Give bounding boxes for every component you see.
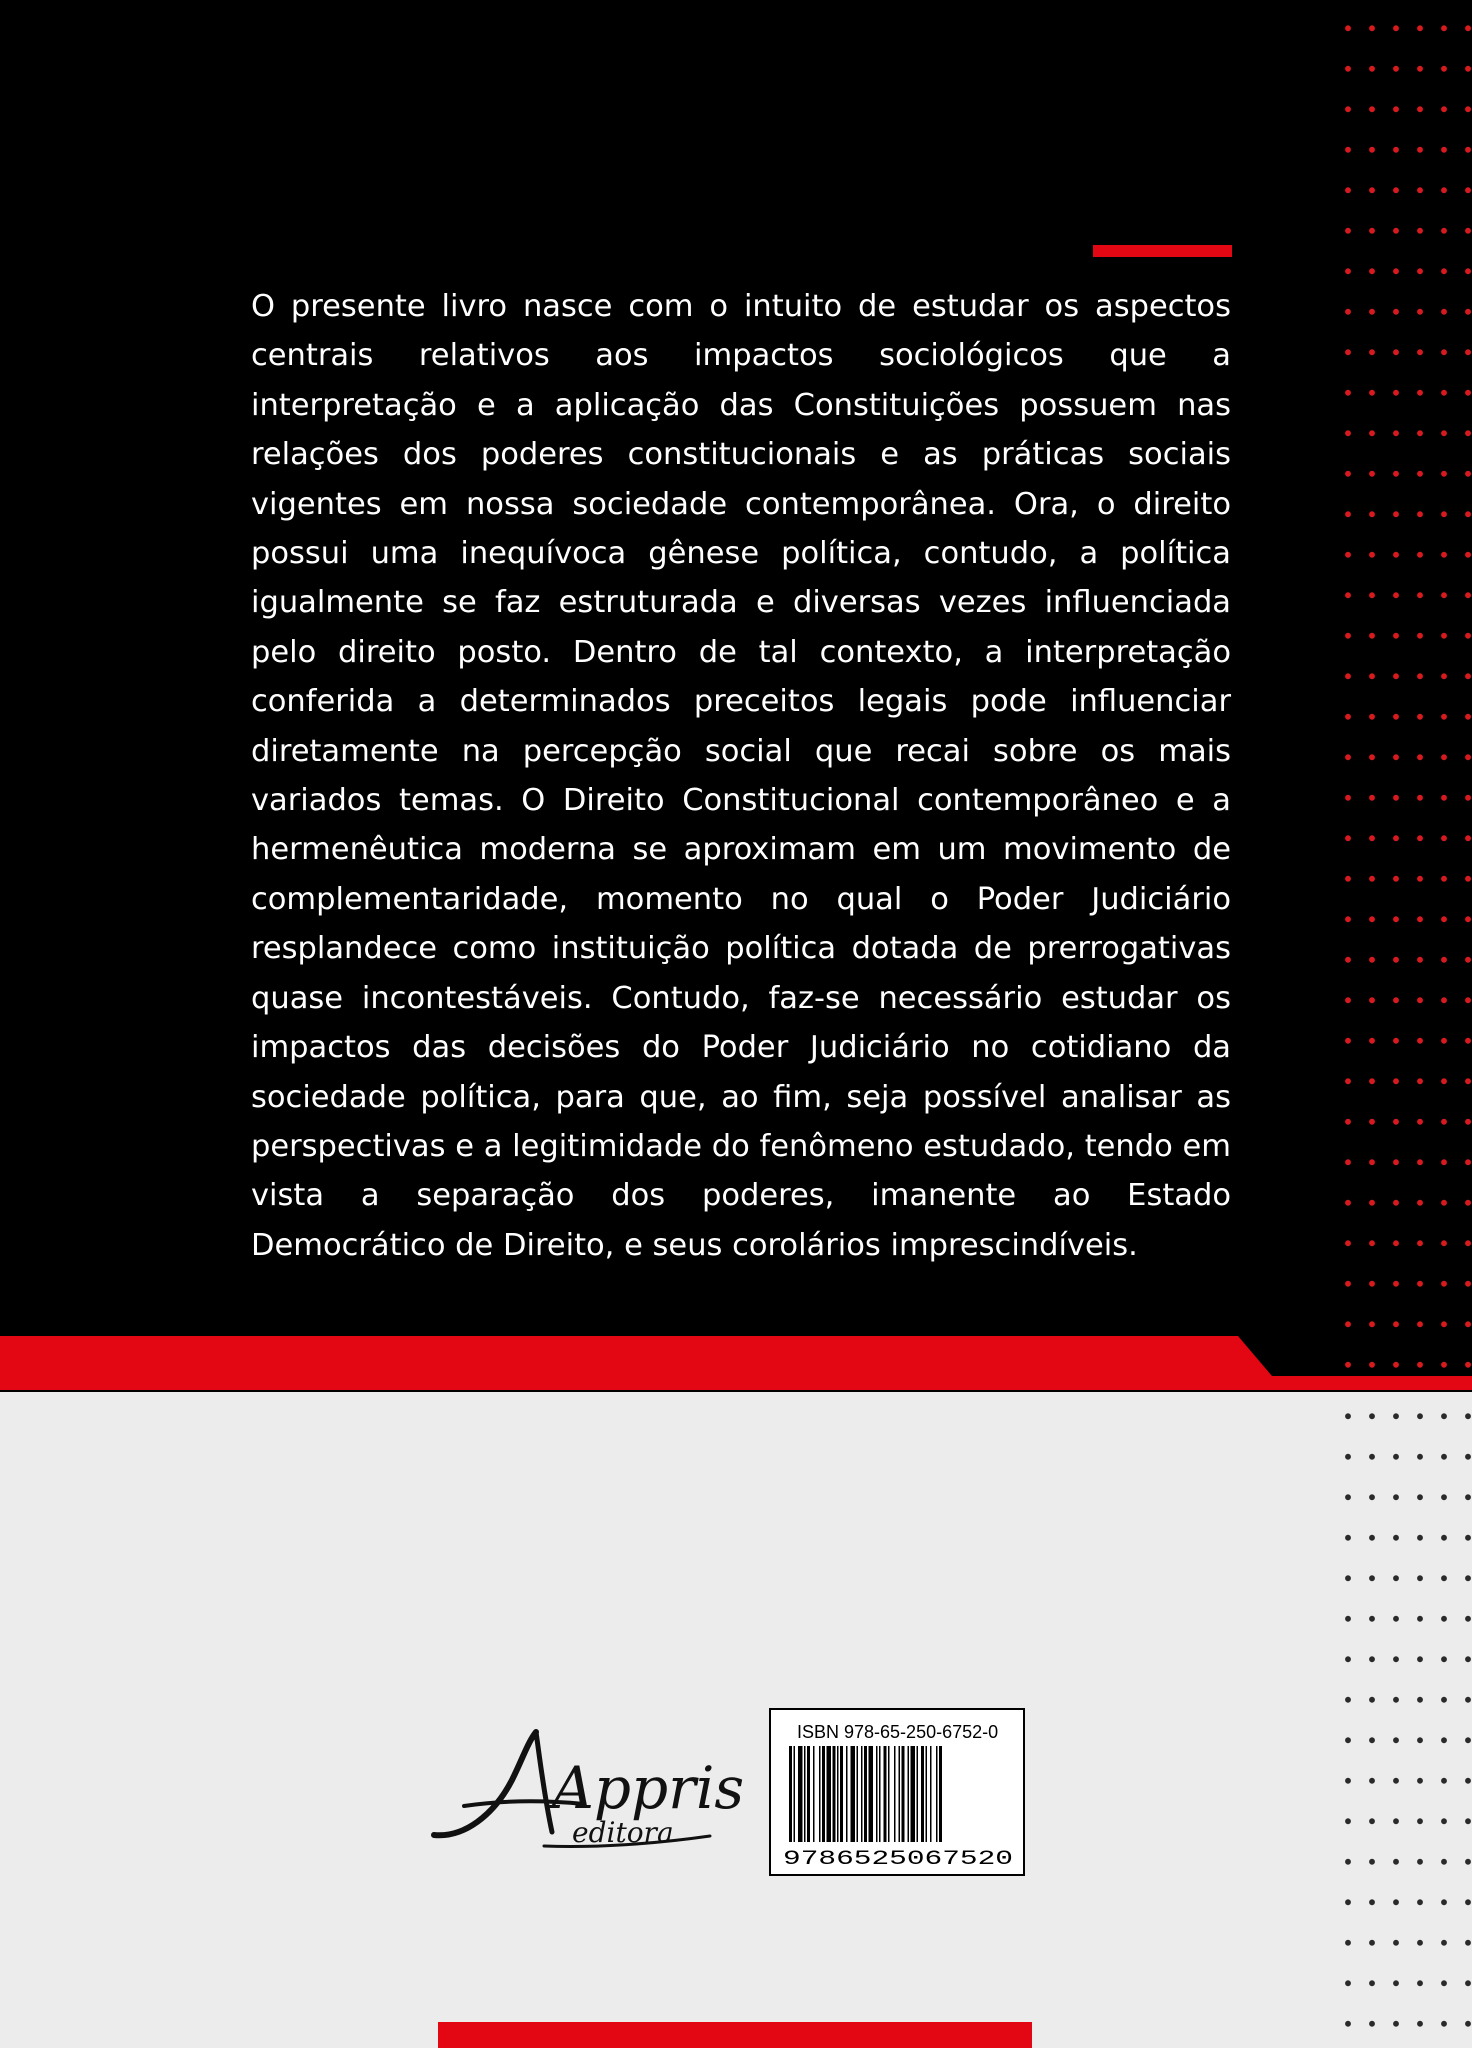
barcode-bar <box>857 1746 859 1842</box>
barcode-bar <box>917 1746 919 1842</box>
red-dot-pattern <box>1336 0 1472 1370</box>
barcode-bar <box>908 1746 910 1842</box>
barcode-bar <box>819 1746 821 1842</box>
barcode-bar <box>804 1746 806 1842</box>
barcode-bar <box>936 1746 938 1842</box>
barcode-bar <box>902 1746 905 1842</box>
appris-logo-mark <box>424 1720 745 1860</box>
barcode-bar <box>813 1746 815 1842</box>
back-cover-blurb: O presente livro nasce com o intuito de estudar os aspectos centrais relativos aos impactos sociológicos que a interpretação e a aplicação das Constituições possuem nas relações dos poderes constitucionais e as práticas sociais vigentes em nossa sociedade contemporânea. Ora, o direito possui uma inequívoca gênese política, contudo, a política igualmente se faz estruturada e diversas vezes influenciada pelo direito posto. Dentro de tal contexto, a interpretação conferida a determinados preceitos legais pode influenciar diretamente na percepção social que recai sobre os mais variados temas. O Direito Constitucional contemporâneo e a hermenêutica moderna se aproximam em um movimento de complementaridade, momento no qual o Poder Judiciário resplandece como instituição política dotada de prerrogativas quase incontestáveis. Contudo, faz-se necessário estudar os impactos das decisões do Poder Judiciário no cotidiano da sociedade política, para que, ao fim, seja possível analisar as perspectivas e a legitimidade do fenômeno estudado, tendo em vista a separação dos poderes, imanente ao Estado Democrático de Direito, e seus corolários imprescindíveis. <box>251 289 1231 1263</box>
barcode-bar <box>939 1746 942 1842</box>
barcode-bar <box>846 1746 848 1842</box>
barcode-bar <box>921 1746 924 1842</box>
barcode-bar <box>861 1746 863 1842</box>
barcode-bar <box>876 1746 878 1842</box>
barcode-bar <box>864 1746 867 1842</box>
barcode-bar <box>879 1746 881 1842</box>
isbn-label: ISBN 978-65-250-6752-0 <box>797 1722 999 1742</box>
barcode-bar <box>851 1746 856 1842</box>
red-accent-line <box>1093 245 1232 257</box>
barcode-bar <box>926 1746 928 1842</box>
barcode-bar <box>794 1746 796 1842</box>
barcode-bar <box>840 1746 843 1842</box>
logo-main-text: Appris <box>552 1754 745 1822</box>
barcode-bars <box>789 1746 942 1842</box>
barcode-bar <box>884 1746 887 1842</box>
dark-dot-pattern <box>1336 1392 1472 2048</box>
bottom-red-bar <box>438 2022 1032 2048</box>
barcode-bar <box>798 1746 803 1842</box>
barcode-graphic <box>781 1746 1017 1871</box>
barcode-digits: 9786525067520 <box>783 1848 1013 1871</box>
barcode-bar <box>911 1746 916 1842</box>
publisher-logo <box>424 1720 745 1860</box>
isbn-barcode <box>769 1708 1025 1876</box>
barcode-bar <box>930 1746 932 1842</box>
barcode-bar <box>837 1746 839 1842</box>
barcode-bar <box>833 1746 836 1842</box>
barcode-bar <box>822 1746 825 1842</box>
barcode-bar <box>789 1746 792 1842</box>
barcode-bar <box>807 1746 810 1842</box>
barcode-bar <box>888 1746 890 1842</box>
barcode-bar <box>869 1746 874 1842</box>
barcode-bar <box>827 1746 832 1842</box>
barcode-bar <box>899 1746 901 1842</box>
barcode-bar <box>894 1746 896 1842</box>
logo-sub-text: editora <box>572 1816 674 1849</box>
